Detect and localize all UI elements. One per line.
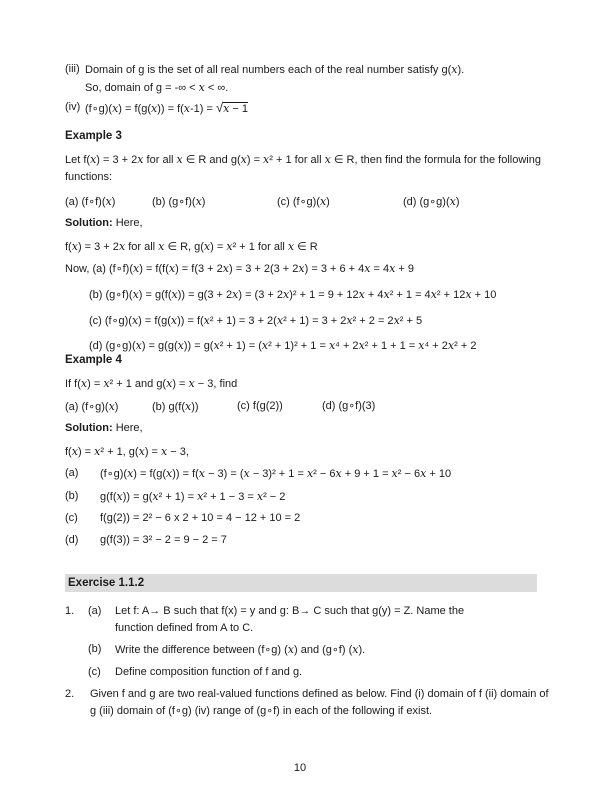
question-2 <box>65 686 555 720</box>
step-expression: g(f(3)) = 3² − 2 = 9 − 2 = 7 <box>100 534 227 546</box>
list-item-iii-text <box>85 61 464 97</box>
list-item-iii <box>65 61 555 97</box>
example3-option-c: (c) (f∘g)(x) <box>277 195 330 208</box>
example4-option-b: (b) g(f(x)) <box>152 400 199 413</box>
example3-step-c: (c) (f∘g)(x) = f(g(x)) = f(x² + 1) = 3 + 2(x² + 1) = 3 + 2x² + 2 = 2x² + 5 <box>89 314 423 327</box>
example3-option-b: (b) (g∘f)(x) <box>152 195 206 208</box>
solution-label: Solution: <box>65 217 113 229</box>
part-label: (c) <box>88 666 101 678</box>
example4-step-d <box>65 532 565 549</box>
part-text: Define composition function of f and g. <box>115 666 303 678</box>
example3-intro: Let f(x) = 3 + 2x for all x ∈ R and g(x) = x² + 1 for all x ∈ R, then find the formula for the following functions: <box>65 153 541 183</box>
list-item-iii-label: (iii) <box>65 63 80 75</box>
solution-rest: Here, <box>112 217 143 229</box>
question-1b <box>65 641 540 659</box>
example4-option-a: (a) (f∘g)(x) <box>65 400 119 413</box>
example4-options <box>0 398 600 415</box>
list-item-iv-label: (iv) <box>65 101 81 113</box>
example3-solution-line <box>65 215 143 232</box>
question-1c <box>65 664 540 681</box>
solution-label: Solution: <box>65 422 113 434</box>
example3-option-d: (d) (g∘g)(x) <box>403 195 460 208</box>
step-expression: f(g(2)) = 2² − 6 x 2 + 10 = 4 − 12 + 10 = 2 <box>100 512 301 524</box>
example3-step-a: Now, (a) (f∘f)(x) = f(f(x) = f(3 + 2x) = 3 + 2(3 + 2x) = 3 + 6 + 4x = 4x + 9 <box>65 262 414 275</box>
question-number: 2. <box>65 688 75 700</box>
example4-option-d: (d) (g∘f)(3) <box>322 400 376 412</box>
step-label: (d) <box>65 534 79 546</box>
exercise-heading: Exercise 1.1.2 <box>68 577 145 589</box>
list-item-iv-expression <box>85 99 248 118</box>
list-item-iii-line2: So, domain of g = -∞ < x < ∞. <box>85 81 229 94</box>
example4-option-c: (c) f(g(2)) <box>237 400 283 412</box>
example4-step-c <box>65 510 565 527</box>
example3-option-a: (a) (f∘f)(x) <box>65 195 116 208</box>
example4-step-b <box>65 488 565 506</box>
exercise-heading-bar <box>65 574 537 592</box>
step-expression: (f∘g)(x) = f(g(x)) = f(x − 3) = (x − 3)² + 1 = x² − 6x + 9 + 1 = x² − 6x + 10 <box>100 467 452 480</box>
part-label: (a) <box>88 605 102 617</box>
part-label: (b) <box>88 643 102 655</box>
list-item-iv <box>65 99 555 118</box>
example3-step-d: (d) (g∘g)(x) = g(g(x)) = g(x² + 1) = (x² + 1)² + 1 = x⁴ + 2x² + 1 + 1 = x⁴ + 2x² + 2 <box>89 339 477 352</box>
example3-heading: Example 3 <box>65 130 122 142</box>
question-text: Given f and g are two real-valued functions defined as below. Find (i) domain of f (ii) domain of g (iii) domain of (f∘g) (iv) range of (g∘f) in each of the following if exist. <box>90 688 549 717</box>
example4-intro: If f(x) = x² + 1 and g(x) = x − 3, find <box>65 377 238 390</box>
page-number: 10 <box>293 762 307 774</box>
question-1a <box>65 603 540 637</box>
step-label: (b) <box>65 490 79 502</box>
list-item-iii-line1: Domain of g is the set of all real numbers each of the real number satisfy g(x). <box>85 63 465 76</box>
example4-heading: Example 4 <box>65 354 122 366</box>
step-label: (c) <box>65 512 78 524</box>
radical-sign: √ <box>216 100 224 115</box>
example3-step-b: (b) (g∘f)(x) = g(f(x)) = g(3 + 2x) = (3 + 2x)² + 1 = 9 + 12x + 4x² + 1 = 4x² + 12x + 10 <box>89 288 497 301</box>
example3-options <box>0 193 600 210</box>
step-expression: g(f(x)) = g(x² + 1) = x² + 1 − 3 = x² − 2 <box>100 490 286 503</box>
part-text: Write the difference between (f∘g) (x) and (g∘f) (x). <box>115 643 366 656</box>
example4-given: f(x) = x² + 1, g(x) = x − 3, <box>65 445 189 458</box>
solution-rest: Here, <box>112 422 143 434</box>
question-number: 1. <box>65 605 75 617</box>
composition-expression: (f∘g)(x) = f(g(x)) = f(x-1) = <box>85 102 216 115</box>
part-text: Let f: A→ B such that f(x) = y and g: B→ C such that g(y) = Z. Name the function defined from A to C. <box>115 605 465 634</box>
example4-step-a <box>65 465 565 483</box>
radicand: x − 1 <box>223 102 249 115</box>
example3-given: f(x) = 3 + 2x for all x ∈ R, g(x) = x² + 1 for all x ∈ R <box>65 240 318 253</box>
example4-solution-line <box>65 420 143 437</box>
step-label: (a) <box>65 467 79 479</box>
